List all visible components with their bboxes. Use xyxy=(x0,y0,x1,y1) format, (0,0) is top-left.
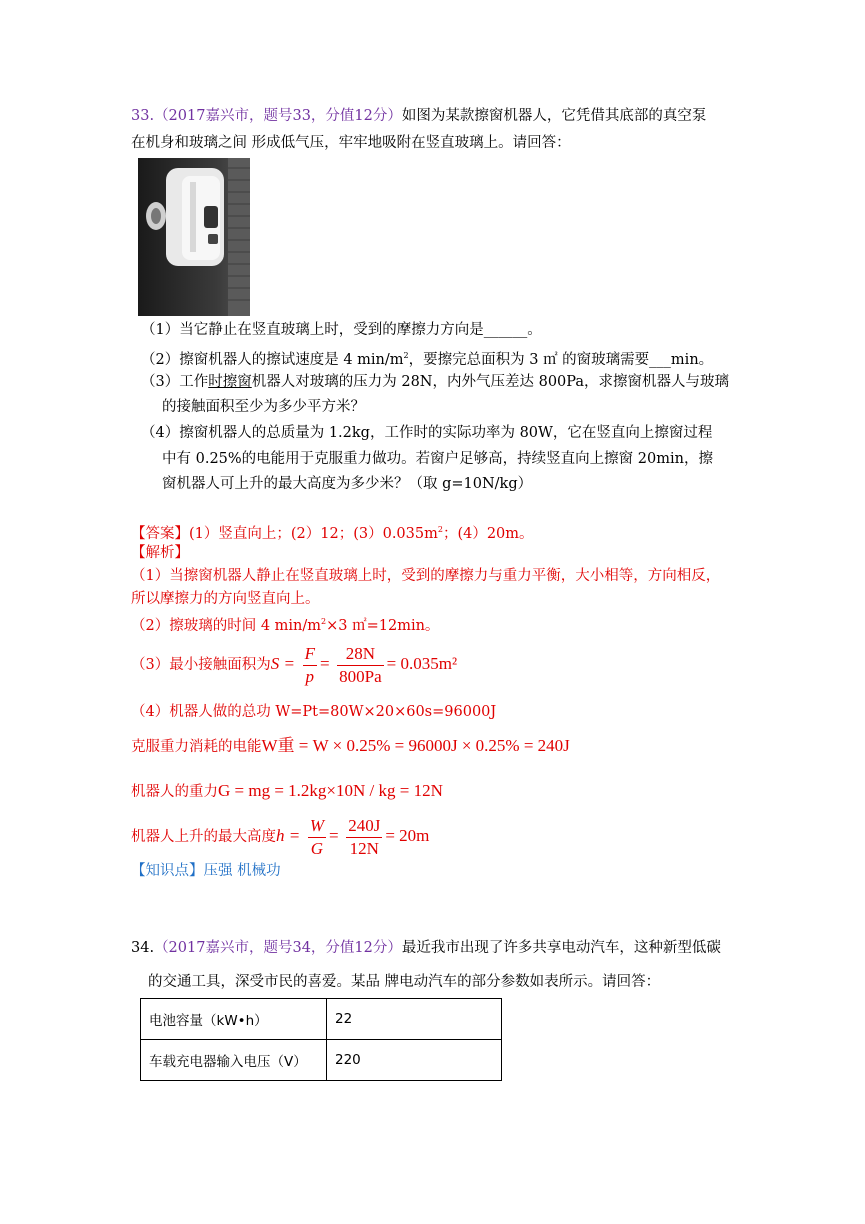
answer-text-b: ；(4）20m。 xyxy=(442,525,534,542)
fraction-denominator: p xyxy=(305,666,315,686)
answer-line xyxy=(131,520,534,544)
analysis-7-label: 机器人上升的最大高度 xyxy=(131,829,276,845)
q33-sub4-cont2: 窗机器人可上升的最大高度为多少米？（取 g=10N/kg） xyxy=(162,476,533,492)
q33-sub4: （4）擦窗机器人的总质量为 1.2kg，工作时的实际功率为 80W，它在竖直向上擦窗过程 xyxy=(141,425,713,441)
formula-h-lhs: h = xyxy=(276,826,301,845)
q33-sub3-part-b: 机器人对玻璃的压力为 28N，内外气压差达 800Pa，求擦窗机器人与玻璃 xyxy=(251,374,730,390)
formula-s-lhs: S = xyxy=(270,654,295,673)
answer-text-a: (1）竖直向上；(2）12；(3）0.035m xyxy=(189,525,438,542)
table-cell: 22 xyxy=(327,999,502,1040)
fraction-numerator: 28N xyxy=(337,643,384,666)
q33-sub3 xyxy=(141,372,729,392)
analysis-3-label: （3）最小接触面积为 xyxy=(131,657,271,673)
fraction-28n-over-800pa xyxy=(337,643,384,688)
fraction-f-over-p xyxy=(303,643,317,688)
analysis-7: 机器人上升的最大高度h = $\frac{W}{G}$ = $\frac{240J}{12N}$ = 20m xyxy=(131,815,430,858)
formula-gravity-work: W重 = W × 0.25% = 96000J × 0.25% = 240J xyxy=(261,736,570,755)
q34-line1 xyxy=(131,938,721,958)
q33-sub3-cont: 的接触面积至少为多少平方米？ xyxy=(162,399,365,415)
knowledge-points: 【知识点】压强 机械功 xyxy=(131,863,281,879)
table-cell: 车载充电器输入电压（V） xyxy=(141,1040,327,1081)
q33-sub4-cont1: 中有 0.25%的电能用于克服重力做功。若窗户足够高，持续竖直向上擦窗 20min，擦 xyxy=(162,451,713,467)
fraction-numerator: W xyxy=(308,815,326,838)
fraction-denominator: 800Pa xyxy=(339,666,382,686)
q33-sub2-part-a: （2）擦窗机器人的擦试速度是 4 min/m xyxy=(141,351,404,368)
analysis-2-sup: 2 xyxy=(321,617,327,626)
car-params-table xyxy=(140,998,502,1081)
q33-number: 33. xyxy=(131,108,155,124)
window-robot-photo xyxy=(138,158,250,316)
formula-weight: G = mg = 1.2kg×10N / kg = 12N xyxy=(218,781,443,800)
q34-stem-2: 的交通工具，深受市民的喜爱。某品 牌电动汽车的部分参数如表所示。请回答： xyxy=(148,974,661,990)
fraction-240j-over-12n xyxy=(346,815,382,860)
q34-source: （2017嘉兴市，题号34，分值12分） xyxy=(154,940,402,956)
analysis-3: （3）最小接触面积为S = $\frac{F}{p}$ = $\frac{28N}{800Pa}$ = 0.035m² xyxy=(131,643,458,686)
table-row xyxy=(141,999,502,1040)
table-row xyxy=(141,1040,502,1081)
formula-h-result: = 20m xyxy=(385,826,430,845)
analysis-2 xyxy=(131,612,439,636)
q34-number: 34. xyxy=(131,940,155,956)
answer-sup: 2 xyxy=(437,525,443,534)
q33-sub2-sup: 2 xyxy=(403,351,409,360)
fraction-denominator: G xyxy=(310,838,324,858)
q33-sub3-part-a: （3）工作 xyxy=(141,374,209,390)
q33-stem-1: 如图为某款擦窗机器人，它凭借其底部的真空泵 xyxy=(401,108,707,124)
analysis-2-part-a: （2）擦玻璃的时间 4 min/m xyxy=(131,617,322,634)
fraction-denominator: 12N xyxy=(349,838,379,858)
analysis-4: （4）机器人做的总功 W=Pt=80W×20×60s=96000J xyxy=(131,704,497,720)
q34-stem-1: 最近我市出现了许多共享电动汽车，这种新型低碳 xyxy=(401,940,721,956)
q33-source: （2017嘉兴市，题号33，分值12分） xyxy=(154,108,402,124)
q33-sub2 xyxy=(141,346,713,370)
formula-s-result: = 0.035m² xyxy=(386,654,458,673)
analysis-1a: （1）当擦窗机器人静止在竖直玻璃上时，受到的摩擦力与重力平衡，大小相等，方向相反， xyxy=(131,568,721,584)
table-cell: 电池容量（kW•h） xyxy=(141,999,327,1040)
fraction-numerator: F xyxy=(303,643,317,666)
table-cell: 220 xyxy=(327,1040,502,1081)
q33-stem-2: 在机身和玻璃之间 形成低气压，牢牢地吸附在竖直玻璃上。请回答： xyxy=(131,135,571,151)
analysis-6 xyxy=(131,779,443,804)
q33-line1 xyxy=(131,106,706,126)
analysis-6-label: 机器人的重力 xyxy=(131,784,218,800)
fraction-w-over-g xyxy=(308,815,326,860)
q33-sub2-part-b: ，要擦完总面积为 3 ㎡ 的窗玻璃需要___min。 xyxy=(408,351,714,368)
analysis-2-part-b: ×3 ㎡=12min。 xyxy=(326,617,440,634)
q33-sub3-underlined: 时擦窗 xyxy=(208,374,252,390)
analysis-5 xyxy=(131,734,570,759)
fraction-numerator: 240J xyxy=(346,815,382,838)
analysis-5-label: 克服重力消耗的电能 xyxy=(131,739,262,755)
q33-sub1: （1）当它静止在竖直玻璃上时，受到的摩擦力方向是______。 xyxy=(141,322,542,338)
answer-tag: 【答案】 xyxy=(131,525,189,542)
window-robot-image xyxy=(138,158,250,316)
analysis-1b: 所以摩擦力的方向竖直向上。 xyxy=(131,591,320,607)
analysis-tag: 【解析】 xyxy=(131,545,189,561)
